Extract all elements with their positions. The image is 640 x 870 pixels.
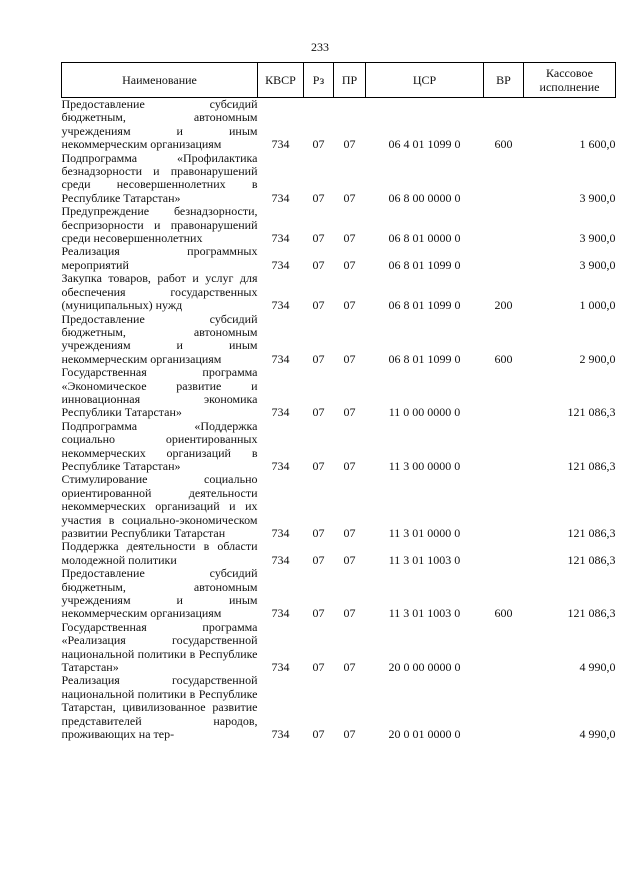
cell-amount: 4 990,0	[579, 660, 616, 675]
cell-kvsr: 734	[271, 137, 290, 152]
cell-name: Поддержка деятельности в области молодежной политики	[61, 539, 258, 567]
cell-pr: 07	[343, 257, 356, 272]
cell-pr: 07	[343, 526, 356, 540]
cell-amount: 3 900,0	[579, 190, 616, 205]
col-header-rz: Рз	[304, 63, 334, 98]
cell-csr: 20 0 01 0000 0	[388, 727, 461, 742]
cell-rz: 07	[312, 606, 325, 621]
cell-name: Предупреждение безнадзорности, беспризорности и правонарушений среди несовершеннолетних	[61, 204, 258, 246]
cell-kvsr: 734	[271, 526, 290, 540]
cell-kvsr: 734	[271, 727, 290, 742]
cell-name: Стимулирование социально ориентированной деятельности некоммерческих организаций и их участия в социально-экономическом развитии Республики Татарстан	[61, 472, 258, 540]
cell-amount: 2 900,0	[579, 351, 616, 366]
cell-rz: 07	[312, 660, 325, 675]
cell-rz: 07	[312, 351, 325, 366]
cell-name: Подпрограмма «Профилактика безнадзорности и правонарушений среди несовершеннолетних в Республике Татарстан»	[61, 150, 258, 205]
cell-name: Реализация государственной национальной политики в Республике Татарстан, цивилизованное развитие представителей народов, проживающих на тер-	[61, 673, 258, 742]
table-row	[62, 420, 616, 474]
cell-rz: 07	[312, 552, 325, 567]
cell-pr: 07	[343, 458, 356, 473]
table-body	[62, 98, 616, 742]
cell-csr: 06 8 01 1099 0	[388, 298, 461, 313]
table-row	[62, 540, 616, 567]
cell-vr	[484, 621, 524, 675]
table-row	[62, 567, 616, 621]
cell-vr	[484, 674, 524, 741]
cell-pr: 07	[343, 405, 356, 420]
col-header-pr: ПР	[334, 63, 366, 98]
table-header-row	[62, 63, 616, 98]
cell-amount: 121 086,3	[567, 458, 616, 473]
cell-csr: 11 3 01 1003 0	[388, 552, 461, 567]
cell-amount: 121 086,3	[567, 526, 616, 540]
cell-rz: 07	[312, 257, 325, 272]
cell-kvsr: 734	[271, 405, 290, 420]
cell-rz: 07	[312, 405, 325, 420]
cell-kvsr: 734	[271, 660, 290, 675]
cell-kvsr: 734	[271, 231, 290, 246]
table-row	[62, 205, 616, 245]
cell-vr	[484, 420, 524, 474]
table-row	[62, 245, 616, 272]
page-number: 233	[311, 40, 329, 54]
cell-amount: 4 990,0	[579, 727, 616, 742]
cell-vr: 600	[494, 351, 513, 366]
cell-csr: 06 8 01 1099 0	[388, 257, 461, 272]
cell-name: Предоставление субсидий бюджетным, автономным учреждениям и иным некоммерческим организациям	[61, 97, 258, 152]
cell-amount: 3 900,0	[579, 231, 616, 246]
cell-kvsr: 734	[271, 606, 290, 621]
cell-csr: 06 8 01 1099 0	[388, 351, 461, 366]
cell-vr	[484, 473, 524, 540]
cell-name: Реализация программных мероприятий	[61, 244, 258, 272]
cell-csr: 11 3 01 1003 0	[388, 606, 461, 621]
table-row	[62, 473, 616, 540]
col-header-cash: Кассовое исполнение	[524, 63, 616, 98]
cell-csr: 06 4 01 1099 0	[388, 137, 461, 152]
cell-vr: 600	[494, 137, 513, 152]
cell-name: Предоставление субсидий бюджетным, автономным учреждениям и иным некоммерческим организациям	[61, 566, 258, 621]
cell-name: Государственная программа «Экономическое развитие и инновационная экономика Республики Татарстан»	[61, 365, 258, 420]
cell-name: Закупка товаров, работ и услуг для обеспечения государственных (муниципальных) нужд	[61, 271, 258, 313]
cell-vr	[484, 245, 524, 272]
cell-vr: 600	[494, 606, 513, 621]
cell-csr: 06 8 00 0000 0	[388, 190, 461, 205]
cell-pr: 07	[343, 606, 356, 621]
cell-kvsr: 734	[271, 351, 290, 366]
table-row	[62, 313, 616, 367]
cell-amount: 121 086,3	[567, 405, 616, 420]
cell-kvsr: 734	[271, 298, 290, 313]
cell-rz: 07	[312, 298, 325, 313]
cell-rz: 07	[312, 727, 325, 742]
cell-amount: 121 086,3	[567, 606, 616, 621]
cell-pr: 07	[343, 137, 356, 152]
cell-kvsr: 734	[271, 458, 290, 473]
table-row	[62, 272, 616, 312]
cell-kvsr: 734	[271, 190, 290, 205]
cell-amount: 1 600,0	[579, 137, 616, 152]
cell-rz: 07	[312, 190, 325, 205]
cell-pr: 07	[343, 727, 356, 742]
cell-vr: 200	[494, 298, 513, 313]
cell-amount: 3 900,0	[579, 257, 616, 272]
cell-pr: 07	[343, 231, 356, 246]
cell-amount: 121 086,3	[567, 552, 616, 567]
cell-pr: 07	[343, 351, 356, 366]
budget-table	[61, 62, 616, 742]
cell-pr: 07	[343, 298, 356, 313]
cell-csr: 11 3 01 0000 0	[388, 526, 461, 540]
cell-kvsr: 734	[271, 257, 290, 272]
cell-amount: 1 000,0	[579, 298, 616, 313]
cell-csr: 20 0 00 0000 0	[388, 660, 461, 675]
table-row	[62, 152, 616, 206]
cell-csr: 06 8 01 0000 0	[388, 231, 461, 246]
cell-csr: 11 0 00 0000 0	[388, 405, 461, 420]
col-header-vr: ВР	[484, 63, 524, 98]
cell-csr: 11 3 00 0000 0	[388, 458, 461, 473]
table-row	[62, 98, 616, 152]
cell-kvsr: 734	[271, 552, 290, 567]
table-row	[62, 674, 616, 741]
cell-vr	[484, 152, 524, 206]
col-header-csr: ЦСР	[366, 63, 484, 98]
cell-vr	[484, 366, 524, 420]
cell-pr: 07	[343, 190, 356, 205]
cell-pr: 07	[343, 660, 356, 675]
cell-rz: 07	[312, 137, 325, 152]
cell-rz: 07	[312, 526, 325, 540]
table-row	[62, 366, 616, 420]
cell-name: Подпрограмма «Поддержка социально ориентированных некоммерческих организаций в Республике Татарстан»	[61, 418, 258, 473]
cell-pr: 07	[343, 552, 356, 567]
table-row	[62, 621, 616, 675]
cell-rz: 07	[312, 231, 325, 246]
cell-vr	[484, 205, 524, 245]
col-header-kvsr: КВСР	[258, 63, 304, 98]
cell-vr	[484, 540, 524, 567]
cell-rz: 07	[312, 458, 325, 473]
col-header-name: Наименование	[62, 63, 258, 98]
cell-name: Государственная программа «Реализация государственной национальной политики в Республике Татарстан»	[61, 619, 258, 675]
cell-name: Предоставление субсидий бюджетным, автономным учреждениям и иным некоммерческим организациям	[61, 311, 258, 366]
